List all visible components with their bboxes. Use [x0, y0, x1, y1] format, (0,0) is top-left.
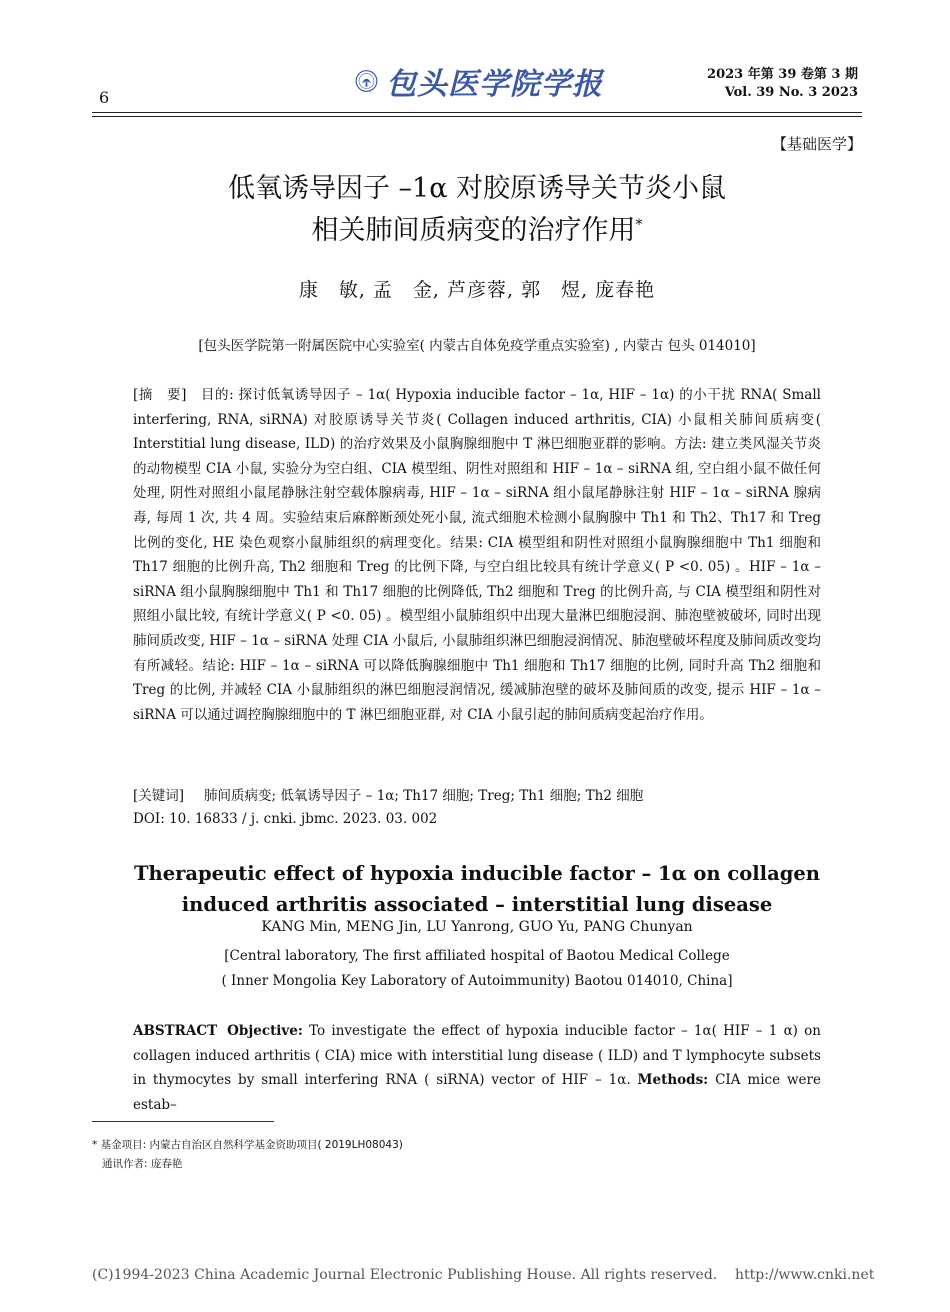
keywords	[133, 784, 821, 804]
affiliation-en	[92, 944, 862, 994]
title-en	[92, 858, 862, 920]
footnote-fund: * 基金项目: 内蒙古自治区自然科学基金资助项目( 2019LH08043)	[92, 1139, 403, 1151]
title-cn-line2: 相关肺间质病变的治疗作用*	[311, 215, 643, 246]
issue-line-en: Vol. 39 No. 3 2023	[724, 85, 858, 100]
keywords-label: [关键词]	[133, 788, 185, 804]
abstract-en-heading: ABSTRACT	[133, 1023, 218, 1039]
abstract-cn-text: 目的: 探讨低氧诱导因子 – 1α( Hypoxia inducible factor – 1α, HIF – 1α) 的小干扰 RNA( Small interfering, RNA, siRNA) 对胶原诱导关节炎( Collagen induced arthritis, CIA) 小鼠相关肺间质病变( Interstitial lung disease, ILD) 的治疗效果及小鼠胸腺细胞中 T 淋巴细胞亚群的影响。方法: 建立类风湿关节炎的动物模型 CIA 小鼠, 实验分为空白组、CIA 模型组、阴性对照组和 HIF – 1α – siRNA 组, 空白组小鼠不做任何处理, 阴性对照组小鼠尾静脉注射空载体腺病毒, HIF – 1α – siRNA 组小鼠尾静脉注射 HIF – 1α – siRNA 腺病毒, 每周 1 次, 共 4 周。实验结束后麻醉断颈处死小鼠, 流式细胞术检测小鼠胸腺中 Th1 和 Th2、Th17 和 Treg 比例的变化, HE 染色观察小鼠肺组织的病理变化。结果: CIA 模型组和阴性对照组小鼠胸腺细胞中 Th1 细胞和 Th17 细胞的比例升高, Th2 细胞和 Treg 的比例下降, 与空白组比较具有统计学意义( P <0. 05) 。HIF – 1α – siRNA 组小鼠胸腺细胞中 Th1 和 Th17 细胞的比例降低, Th2 细胞和 Treg 的比例升高, 与 CIA 模型组和阴性对照组小鼠比较, 有统计学意义( P <0. 05) 。模型组小鼠肺组织中出现大量淋巴细胞浸润、肺泡壁被破坏, 同时出现肺间质改变, HIF – 1α – siRNA 处理 CIA 小鼠后, 小鼠肺组织淋巴细胞浸润情况、肺泡壁破坏程度及肺间质改变均有所减轻。结论: HIF – 1α – siRNA 可以降低胸腺细胞中 Th1 细胞和 Th17 细胞的比例, 同时升高 Th2 细胞和 Treg 的比例, 并减轻 CIA 小鼠肺组织的淋巴细胞浸润情况, 缓减肺泡壁的破坏及肺间质的改变, 提示 HIF – 1α – siRNA 可以通过调控胸腺细胞中的 T 淋巴细胞亚群, 对 CIA 小鼠引起的肺间质病变起治疗作用。	[133, 387, 821, 723]
methods-label: Methods:	[637, 1072, 709, 1089]
footnote-rule	[92, 1121, 274, 1122]
keywords-text: 肺间质病变; 低氧诱导因子 – 1α; Th17 细胞; Treg; Th1 细胞; Th2 细胞	[204, 788, 644, 804]
footnote-corresponding: 通讯作者: 庞春艳	[102, 1158, 183, 1170]
header-rule	[92, 112, 862, 113]
header-rule-thin	[92, 116, 862, 117]
footnotes	[92, 1136, 403, 1174]
column-label: 【基础医学】	[771, 135, 862, 153]
journal-emblem-icon	[355, 61, 378, 101]
title-cn	[92, 170, 862, 249]
title-footnote-mark: *	[635, 217, 643, 233]
affiliation-en-line1: [Central laboratory, The first affiliated hospital of Baotou Medical College	[224, 948, 730, 964]
doi: DOI: 10. 16833 / j. cnki. jbmc. 2023. 03. 002	[133, 811, 438, 827]
title-en-line2: induced arthritis associated – interstitial lung disease	[181, 893, 773, 916]
issue-line-cn: 2023 年第 39 卷第 3 期	[707, 67, 858, 82]
page-number: 6	[99, 88, 110, 107]
objective-text: To investigate the effect of hypoxia inducible factor – 1α( HIF – 1 α) on collagen induced arthritis ( CIA) mice with interstitial lung disease ( ILD) and T lymphocyte subsets in thymocytes by small interfering RNA ( siRNA) vector of HIF – 1α.	[133, 1023, 821, 1089]
title-en-line1: Therapeutic effect of hypoxia inducible factor – 1α on collagen	[134, 862, 820, 885]
abstract-cn	[133, 383, 821, 727]
journal-name: 包头医学院学报	[386, 67, 603, 102]
authors-cn: 康 敏, 孟 金, 芦彦蓉, 郭 煜, 庞春艳	[298, 279, 656, 301]
title-cn-line1: 低氧诱导因子 –1α 对胶原诱导关节炎小鼠	[227, 173, 727, 204]
journal-logo	[355, 59, 603, 103]
affiliation-en-line2: ( Inner Mongolia Key Laboratory of Autoimmunity) Baotou 014010, China]	[221, 973, 733, 989]
abstract-cn-label: [摘 要]	[133, 387, 187, 403]
affiliation-cn: [包头医学院第一附属医院中心实验室( 内蒙古自体免疫学重点实验室) , 内蒙古 包头 014010]	[198, 338, 756, 354]
methods-text: CIA mice were estab–	[133, 1072, 821, 1113]
authors-en: KANG Min, MENG Jin, LU Yanrong, GUO Yu, PANG Chunyan	[261, 919, 693, 935]
abstract-en	[133, 1019, 821, 1117]
copyright-notice: (C)1994-2023 China Academic Journal Electronic Publishing House. All rights reserved. http://www.cnki.net	[92, 1267, 875, 1283]
issue-info	[707, 66, 858, 102]
objective-label: Objective:	[227, 1023, 303, 1039]
